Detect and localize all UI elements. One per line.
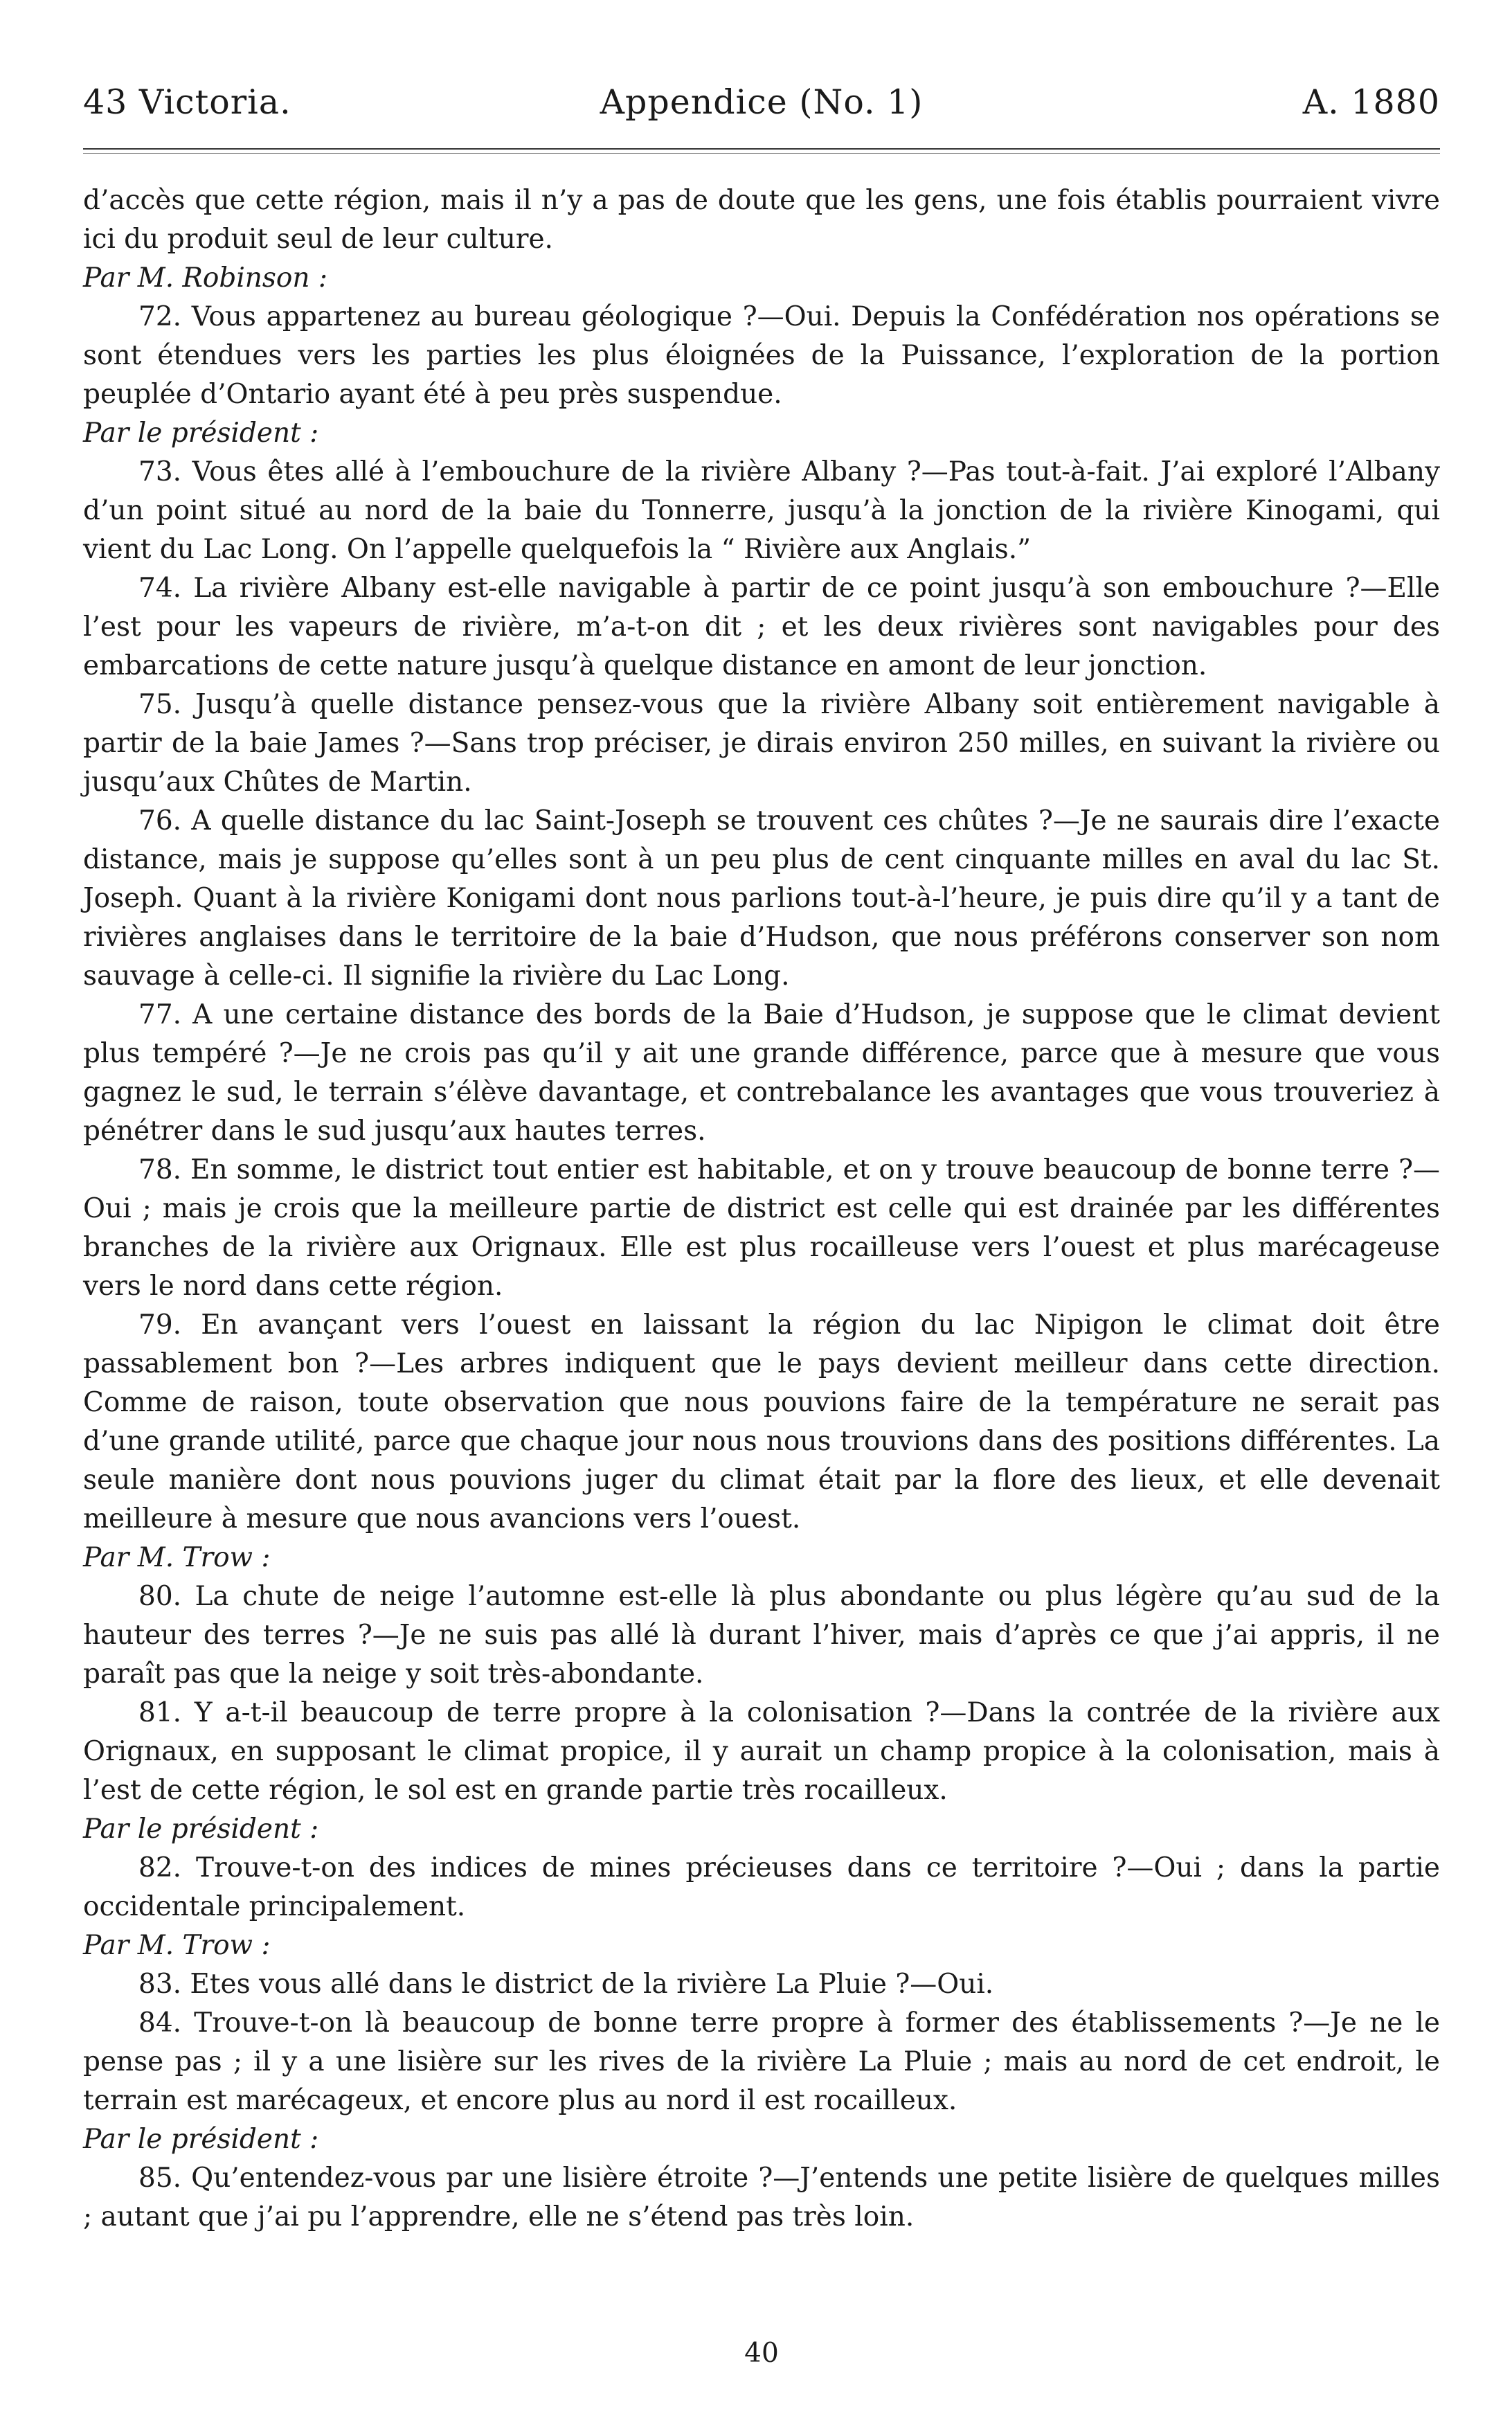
paragraph-74: 74. La rivière Albany est-elle navigable à partir de ce point jusqu’à son embouchure ?—Elle l’est pour les vapeurs de rivière, m’a-t-on dit ; et les deux rivières sont navigables pour des embarcations de cette nature jusqu’à quelque distance en amont de leur jonction.	[83, 573, 1440, 681]
paragraph-79: 79. En avançant vers l’ouest en laissant la région du lac Nipigon le climat doit être passablement bon ?—Les arbres indiquent que le pays devient meilleur dans cette direction. Comme de raison, toute observation que nous pouvions faire de la température ne serait pas d’une grande utilité, parce que chaque jour nous nous trouvions dans des positions différentes. La seule manière dont nous pouvions juger du climat était par la flore des lieux, et elle devenait meilleure à mesure que nous avancions vers l’ouest.	[83, 1309, 1440, 1534]
speaker-label: Par M. Trow :	[83, 1542, 271, 1573]
header-rule	[83, 148, 1440, 150]
paragraph-76: 76. A quelle distance du lac Saint-Joseph se trouvent ces chûtes ?—Je ne saurais dire l’exacte distance, mais je suppose qu’elles sont à un peu plus de cent cinquante milles en aval du lac St. Joseph. Quant à la rivière Konigami dont nous parlions tout-à-l’heure, je puis dire qu’il y a tant de rivières anglaises dans le territoire de la baie d’Hudson, que nous préférons conserver son nom sauvage à celle-ci. Il signifie la rivière du Lac Long.	[83, 805, 1440, 992]
paragraph-85: 85. Qu’entendez-vous par une lisière étroite ?—J’entends une petite lisière de quelques milles ; autant que j’ai pu l’apprendre, elle ne s’étend pas très loin.	[83, 2163, 1440, 2232]
speaker-label: Par le président :	[83, 2124, 319, 2155]
running-head-left: 43 Victoria.	[83, 82, 291, 122]
header-rule-thin	[83, 153, 1440, 154]
speaker-label: Par le président :	[83, 418, 319, 449]
page-number: 40	[744, 2338, 779, 2369]
paragraph-72: 72. Vous appartenez au bureau géologique ?—Oui. Depuis la Confédération nos opérations se sont étendues vers les parties les plus éloignées de la Puissance, l’exploration de la portion peuplée d’Ontario ayant été à peu près suspendue.	[83, 301, 1440, 410]
paragraph-75: 75. Jusqu’à quelle distance pensez-vous que la rivière Albany soit entièrement navigable à partir de la baie James ?—Sans trop préciser, je dirais environ 250 milles, en suivant la rivière ou jusqu’aux Chûtes de Martin.	[83, 689, 1440, 798]
document-page	[83, 0, 1447, 2425]
running-head	[83, 82, 1440, 123]
paragraph-77: 77. A une certaine distance des bords de la Baie d’Hudson, je suppose que le climat devient plus tempéré ?—Je ne crois pas qu’il y ait une grande différence, parce que à mesure que vous gagnez le sud, le terrain s’élève davantage, et contrebalance les avantages que vous trouveriez à pénétrer dans le sud jusqu’aux hautes terres.	[83, 999, 1440, 1147]
paragraph-81: 81. Y a-t-il beaucoup de terre propre à la colonisation ?—Dans la contrée de la rivière aux Orignaux, en supposant le climat propice, il y aurait un champ propice à la colonisation, mais à l’est de cette région, le sol est en grande partie très rocailleux.	[83, 1697, 1440, 1806]
document-body	[83, 181, 1440, 2237]
paragraph-84: 84. Trouve-t-on là beaucoup de bonne terre propre à former des établissements ?—Je ne le pense pas ; il y a une lisière sur les rives de la rivière La Pluie ; mais au nord de cet endroit, le terrain est marécageux, et encore plus au nord il est rocailleux.	[83, 2007, 1440, 2116]
speaker-label: Par M. Trow :	[83, 1930, 271, 1961]
paragraph-80: 80. La chute de neige l’automne est-elle là plus abondante ou plus légère qu’au sud de la hauteur des terres ?—Je ne suis pas allé là durant l’hiver, mais d’après ce que j’ai appris, il ne paraît pas que la neige y soit très-abondante.	[83, 1581, 1440, 1690]
speaker-label: Par le président :	[83, 1814, 319, 1845]
paragraph-78: 78. En somme, le district tout entier est habitable, et on y trouve beaucoup de bonne terre ?—Oui ; mais je crois que la meilleure partie de district est celle qui est drainée par les différentes branches de la rivière aux Orignaux. Elle est plus rocailleuse vers l’ouest et plus marécageuse vers le nord dans cette région.	[83, 1154, 1440, 1302]
paragraph-83: 83. Etes vous allé dans le district de la rivière La Pluie ?—Oui.	[138, 1969, 994, 2000]
paragraph-82: 82. Trouve-t-on des indices de mines précieuses dans ce territoire ?—Oui ; dans la partie occidentale principalement.	[83, 1852, 1440, 1922]
running-head-center: Appendice (No. 1)	[600, 82, 924, 122]
running-head-right: A. 1880	[1302, 82, 1440, 122]
speaker-label: Par M. Robinson :	[83, 262, 328, 294]
paragraph-73: 73. Vous êtes allé à l’embouchure de la rivière Albany ?—Pas tout-à-fait. J’ai exploré l’Albany d’un point situé au nord de la baie du Tonnerre, jusqu’à la jonction de la rivière Kinogami, qui vient du Lac Long. On l’appelle quelquefois la “ Rivière aux Anglais.”	[83, 456, 1440, 565]
paragraph-continuation: d’accès que cette région, mais il n’y a pas de doute que les gens, une fois établis pourraient vivre ici du produit seul de leur culture.	[83, 185, 1440, 255]
